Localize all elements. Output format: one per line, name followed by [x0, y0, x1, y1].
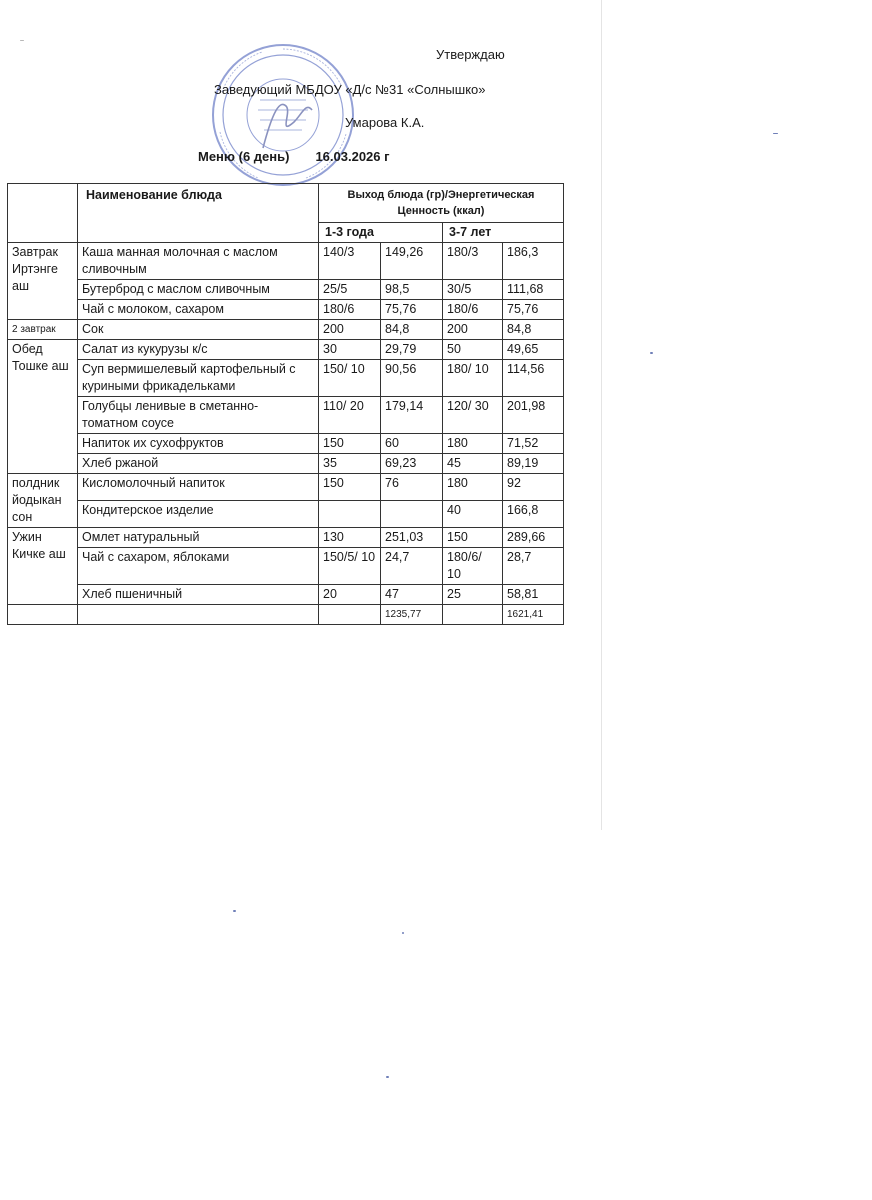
weight-1-3: 35	[319, 454, 381, 474]
total-empty	[78, 605, 319, 625]
scan-speck	[402, 932, 404, 934]
signer-name: Умарова К.А.	[345, 115, 425, 130]
energy-3-7: 75,76	[503, 300, 564, 320]
weight-3-7: 150	[443, 528, 503, 548]
meal-name: Обед Тошке аш	[8, 340, 78, 474]
total-row	[8, 605, 564, 625]
weight-3-7: 180/6/ 10	[443, 548, 503, 585]
dish-name: Суп вермишелевый картофельный с куриными фрикадельками	[78, 360, 319, 397]
dish-name: Напиток их сухофруктов	[78, 434, 319, 454]
weight-3-7: 40	[443, 501, 503, 528]
energy-3-7: 111,68	[503, 280, 564, 300]
energy-3-7: 92	[503, 474, 564, 501]
output-header: Выход блюда (гр)/Энергетическая Ценность (ккал)	[319, 184, 564, 223]
table-row	[8, 501, 564, 528]
weight-1-3: 150/5/ 10	[319, 548, 381, 585]
dish-name: Сок	[78, 320, 319, 340]
scan-page-edge	[601, 0, 602, 830]
weight-3-7: 45	[443, 454, 503, 474]
energy-3-7: 58,81	[503, 585, 564, 605]
energy-3-7: 89,19	[503, 454, 564, 474]
approve-label: Утверждаю	[436, 47, 505, 62]
table-row	[8, 585, 564, 605]
scan-speck	[386, 1076, 389, 1078]
weight-3-7: 180/6	[443, 300, 503, 320]
meal-header-cell	[8, 184, 78, 243]
weight-1-3: 150	[319, 474, 381, 501]
energy-3-7: 186,3	[503, 243, 564, 280]
total-empty	[8, 605, 78, 625]
weight-1-3	[319, 501, 381, 528]
total-energy-1-3: 1235,77	[381, 605, 443, 625]
energy-1-3: 29,79	[381, 340, 443, 360]
weight-3-7: 200	[443, 320, 503, 340]
energy-3-7: 49,65	[503, 340, 564, 360]
weight-3-7: 120/ 30	[443, 397, 503, 434]
energy-1-3: 47	[381, 585, 443, 605]
table-row	[8, 397, 564, 434]
dish-name: Хлеб ржаной	[78, 454, 319, 474]
dish-name: Салат из кукурузы к/с	[78, 340, 319, 360]
table-row	[8, 548, 564, 585]
scan-speck	[773, 133, 778, 134]
menu-title	[198, 149, 390, 164]
table-row	[8, 320, 564, 340]
dish-name: Кисломолочный напиток	[78, 474, 319, 501]
energy-3-7: 114,56	[503, 360, 564, 397]
weight-1-3: 110/ 20	[319, 397, 381, 434]
weight-3-7: 25	[443, 585, 503, 605]
menu-body	[8, 243, 564, 625]
official-stamp	[208, 40, 358, 190]
dish-name: Чай с сахаром, яблоками	[78, 548, 319, 585]
weight-3-7: 180/ 10	[443, 360, 503, 397]
weight-1-3: 150/ 10	[319, 360, 381, 397]
age-group-1-3: 1-3 года	[319, 223, 443, 243]
table-row	[8, 434, 564, 454]
dish-name: Омлет натуральный	[78, 528, 319, 548]
energy-1-3: 149,26	[381, 243, 443, 280]
energy-3-7: 201,98	[503, 397, 564, 434]
weight-1-3: 130	[319, 528, 381, 548]
energy-1-3: 24,7	[381, 548, 443, 585]
energy-1-3: 90,56	[381, 360, 443, 397]
table-row	[8, 454, 564, 474]
energy-1-3	[381, 501, 443, 528]
scan-speck	[650, 352, 653, 354]
table-row	[8, 360, 564, 397]
weight-1-3: 140/3	[319, 243, 381, 280]
menu-label: Меню (6 день)	[198, 149, 290, 164]
menu-table	[7, 183, 564, 625]
director-line: Заведующий МБДОУ «Д/с №31 «Солнышко»	[214, 82, 486, 97]
energy-1-3: 251,03	[381, 528, 443, 548]
weight-3-7: 180	[443, 474, 503, 501]
table-row	[8, 474, 564, 501]
weight-3-7: 180/3	[443, 243, 503, 280]
dish-name: Бутерброд с маслом сливочным	[78, 280, 319, 300]
dish-name: Кондитерское изделие	[78, 501, 319, 528]
total-energy-3-7: 1621,41	[503, 605, 564, 625]
dish-name: Голубцы ленивые в сметанно-томатном соусе	[78, 397, 319, 434]
scan-speck	[20, 40, 24, 41]
total-empty	[443, 605, 503, 625]
table-row	[8, 243, 564, 280]
energy-1-3: 69,23	[381, 454, 443, 474]
energy-3-7: 84,8	[503, 320, 564, 340]
weight-1-3: 30	[319, 340, 381, 360]
energy-1-3: 179,14	[381, 397, 443, 434]
meal-name: полдник йодыкан сон	[8, 474, 78, 528]
energy-3-7: 289,66	[503, 528, 564, 548]
table-row	[8, 528, 564, 548]
weight-3-7: 30/5	[443, 280, 503, 300]
dish-name: Каша манная молочная с маслом сливочным	[78, 243, 319, 280]
weight-3-7: 50	[443, 340, 503, 360]
table-row	[8, 280, 564, 300]
meal-name: Завтрак Иртэнге аш	[8, 243, 78, 320]
weight-1-3: 200	[319, 320, 381, 340]
meal-name: Ужин Кичке аш	[8, 528, 78, 605]
table-row	[8, 300, 564, 320]
header-row	[8, 184, 564, 223]
dish-name: Чай с молоком, сахаром	[78, 300, 319, 320]
energy-3-7: 28,7	[503, 548, 564, 585]
dish-name: Хлеб пшеничный	[78, 585, 319, 605]
menu-date: 16.03.2026 г	[315, 149, 390, 164]
dish-name-header: Наименование блюда	[78, 184, 319, 243]
table-row	[8, 340, 564, 360]
energy-1-3: 84,8	[381, 320, 443, 340]
total-empty	[319, 605, 381, 625]
age-group-3-7: 3-7 лет	[443, 223, 564, 243]
energy-1-3: 98,5	[381, 280, 443, 300]
scan-speck	[233, 910, 236, 912]
energy-1-3: 60	[381, 434, 443, 454]
weight-1-3: 20	[319, 585, 381, 605]
weight-3-7: 180	[443, 434, 503, 454]
weight-1-3: 25/5	[319, 280, 381, 300]
weight-1-3: 150	[319, 434, 381, 454]
energy-3-7: 166,8	[503, 501, 564, 528]
energy-1-3: 75,76	[381, 300, 443, 320]
energy-1-3: 76	[381, 474, 443, 501]
energy-3-7: 71,52	[503, 434, 564, 454]
weight-1-3: 180/6	[319, 300, 381, 320]
meal-name: 2 завтрак	[8, 320, 78, 340]
